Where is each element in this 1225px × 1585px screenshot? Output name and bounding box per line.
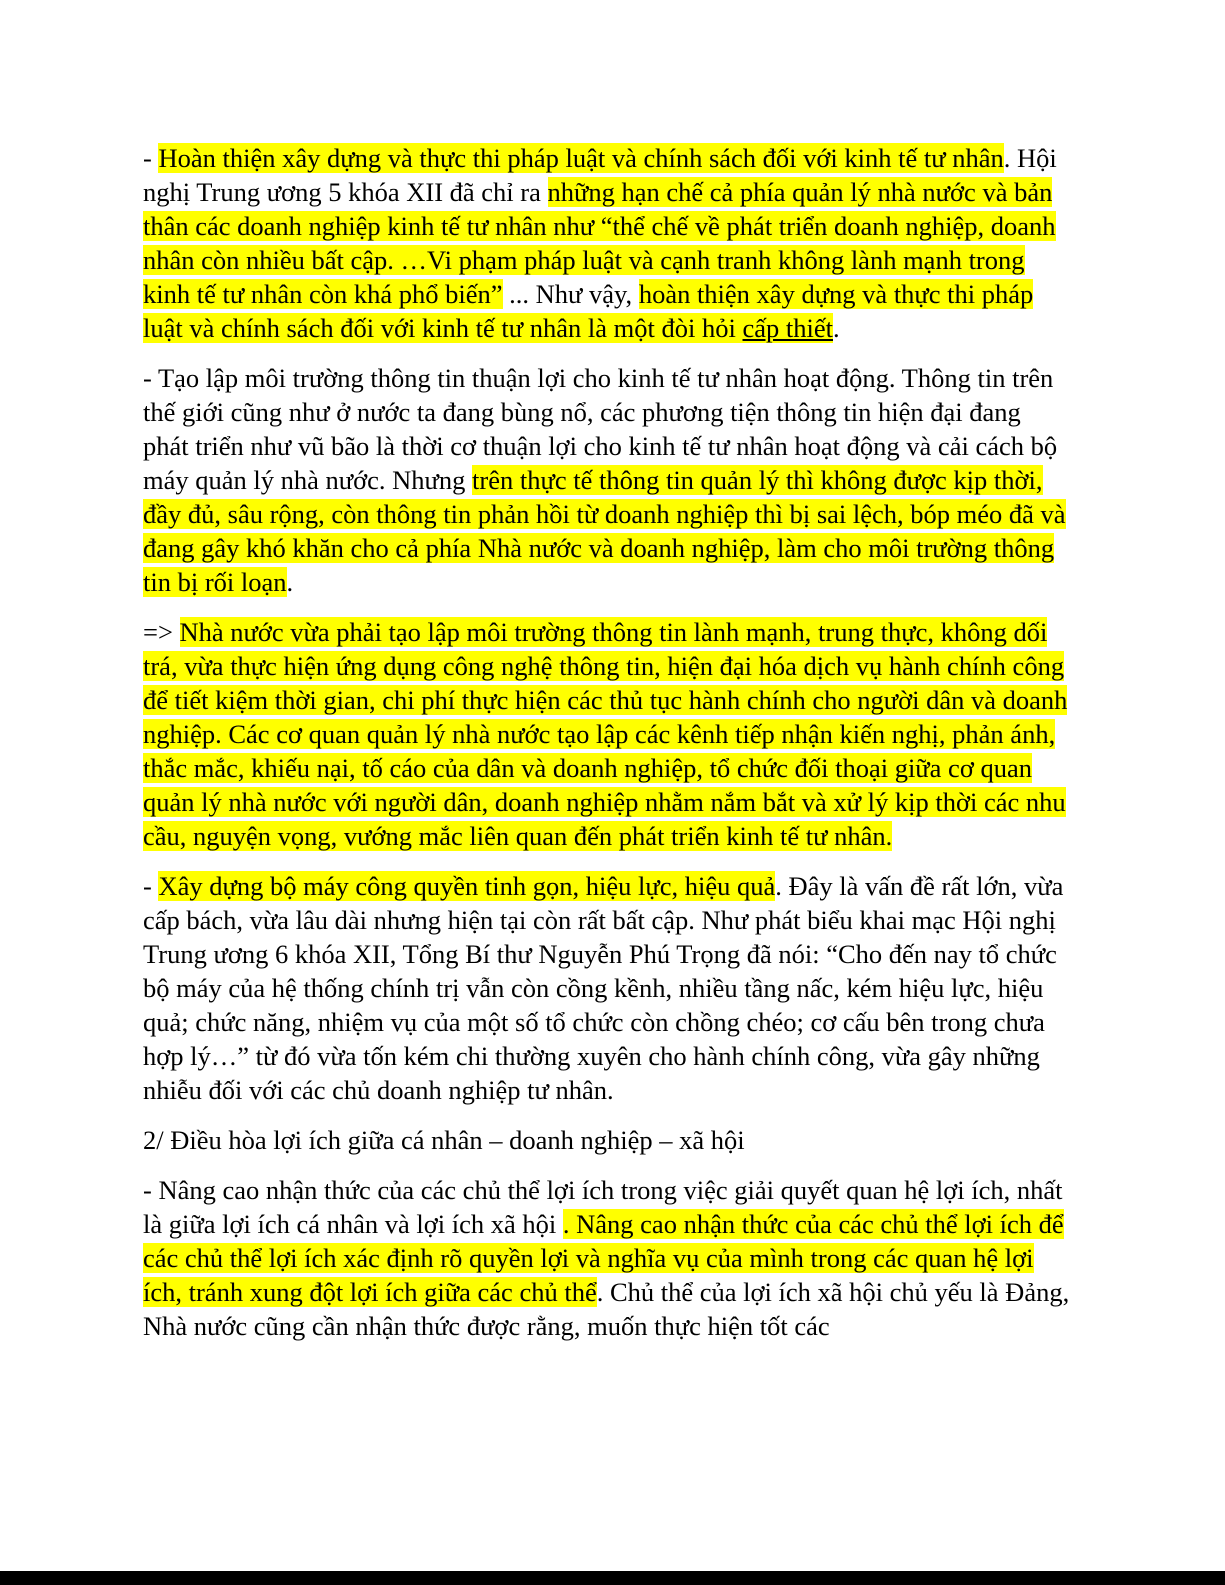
highlighted-text-run: những hạn chế cả phía quản lý nhà nước và bản thân các doanh nghiệp kinh tế tư nhân như “thể chế về phát triển doanh nghiệp, doanh nhân còn nhiều bất cập. …Vi phạm pháp luật và cạnh tranh không lành mạnh trong kinh tế tư nhân còn khá phổ biến”	[143, 177, 1056, 309]
text-run: - Nâng cao nhận thức của các chủ thể lợi ích trong việc giải quyết quan hệ lợi ích, nhất là giữa lợi ích cá nhân và lợi ích xã hội	[143, 1175, 1063, 1239]
text-run: . Đây là vấn đề rất lớn, vừa cấp bách, vừa lâu dài nhưng hiện tại còn rất bất cập. Như phát biểu khai mạc Hội nghị Trung ương 6 khóa XII, Tổng Bí thư Nguyễn Phú Trọng đã nói: “Cho đến nay tổ chức bộ máy của hệ thống chính trị vẫn còn cồng kềnh, nhiều tầng nấc, kém hiệu lực, hiệu quả; chức năng, nhiệm vụ của một số tổ chức còn chồng chéo; cơ cấu bên trong chưa hợp lý…” từ đó vừa tốn kém chi thường xuyên cho hành chính công, vừa gây những nhiễu đối với các chủ doanh nghiệp tư nhân.	[143, 871, 1064, 1105]
para-section-heading-2	[143, 1123, 1073, 1157]
para-information-environment	[143, 361, 1073, 599]
highlighted-text-run: . Nâng cao nhận thức của các chủ thể lợi ích để các chủ thể lợi ích xác định rõ quyền lợi và nghĩa vụ của mình trong các quan hệ lợi ích, tránh xung đột lợi ích giữa các chủ thể	[143, 1209, 1064, 1307]
text-run: -	[143, 871, 159, 901]
text-run: ... Như vậy,	[502, 279, 639, 309]
text-run: 2/ Điều hòa lợi ích giữa cá nhân – doanh nghiệp – xã hội	[143, 1125, 745, 1155]
highlighted-text-run: Xây dựng bộ máy công quyền tinh gọn, hiệu lực, hiệu quả	[158, 871, 776, 901]
text-run: . Hội nghị Trung ương 5 khóa XII đã chỉ ra	[143, 143, 1057, 207]
highlighted-text-run: cấp thiết	[742, 313, 833, 343]
text-run: =>	[143, 617, 180, 647]
document-page	[143, 141, 1073, 1359]
para-state-conclusion	[143, 615, 1073, 853]
highlighted-text-run: trên thực tế thông tin quản lý thì không được kịp thời, đầy đủ, sâu rộng, còn thông tin phản hồi từ doanh nghiệp thì bị sai lệch, bóp méo đã và đang gây khó khăn cho cả phía Nhà nước và doanh nghiệp, làm cho môi trường thông tin bị rối loạn	[143, 465, 1066, 597]
para-public-apparatus	[143, 869, 1073, 1107]
highlighted-text-run: Hoàn thiện xây dựng và thực thi pháp luật và chính sách đối với kinh tế tư nhân	[158, 143, 1004, 173]
text-run: . Chủ thể của lợi ích xã hội chủ yếu là Đảng, Nhà nước cũng cần nhận thức được rằng, muốn thực hiện tốt các	[143, 1277, 1070, 1341]
page-bottom-border	[0, 1571, 1225, 1585]
para-awareness	[143, 1173, 1073, 1343]
highlighted-text-run: Nhà nước vừa phải tạo lập môi trường thông tin lành mạnh, trung thực, không dối trá, vừa thực hiện ứng dụng công nghệ thông tin, hiện đại hóa dịch vụ hành chính công để tiết kiệm thời gian, chi phí thực hiện các thủ tục hành chính cho người dân và doanh nghiệp. Các cơ quan quản lý nhà nước tạo lập các kênh tiếp nhận kiến nghị, phản ánh, thắc mắc, khiếu nại, tố cáo của dân và doanh nghiệp, tổ chức đối thoại giữa cơ quan quản lý nhà nước với người dân, doanh nghiệp nhằm nắm bắt và xử lý kịp thời các nhu cầu, nguyện vọng, vướng mắc liên quan đến phát triển kinh tế tư nhân.	[143, 617, 1068, 851]
para-legal-framework	[143, 141, 1073, 345]
highlighted-text-run: hoàn thiện xây dựng và thực thi pháp luật và chính sách đối với kinh tế tư nhân là một đòi hỏi	[143, 279, 1034, 343]
text-run: -	[143, 143, 159, 173]
text-run: - Tạo lập môi trường thông tin thuận lợi cho kinh tế tư nhân hoạt động. Thông tin trên thế giới cũng như ở nước ta đang bùng nổ, các phương tiện thông tin hiện đại đang phát triển như vũ bão là thời cơ thuận lợi cho kinh tế tư nhân hoạt động và cải cách bộ máy quản lý nhà nước. Nhưng	[143, 363, 1058, 495]
text-run: .	[286, 567, 294, 597]
text-run: .	[833, 313, 840, 343]
